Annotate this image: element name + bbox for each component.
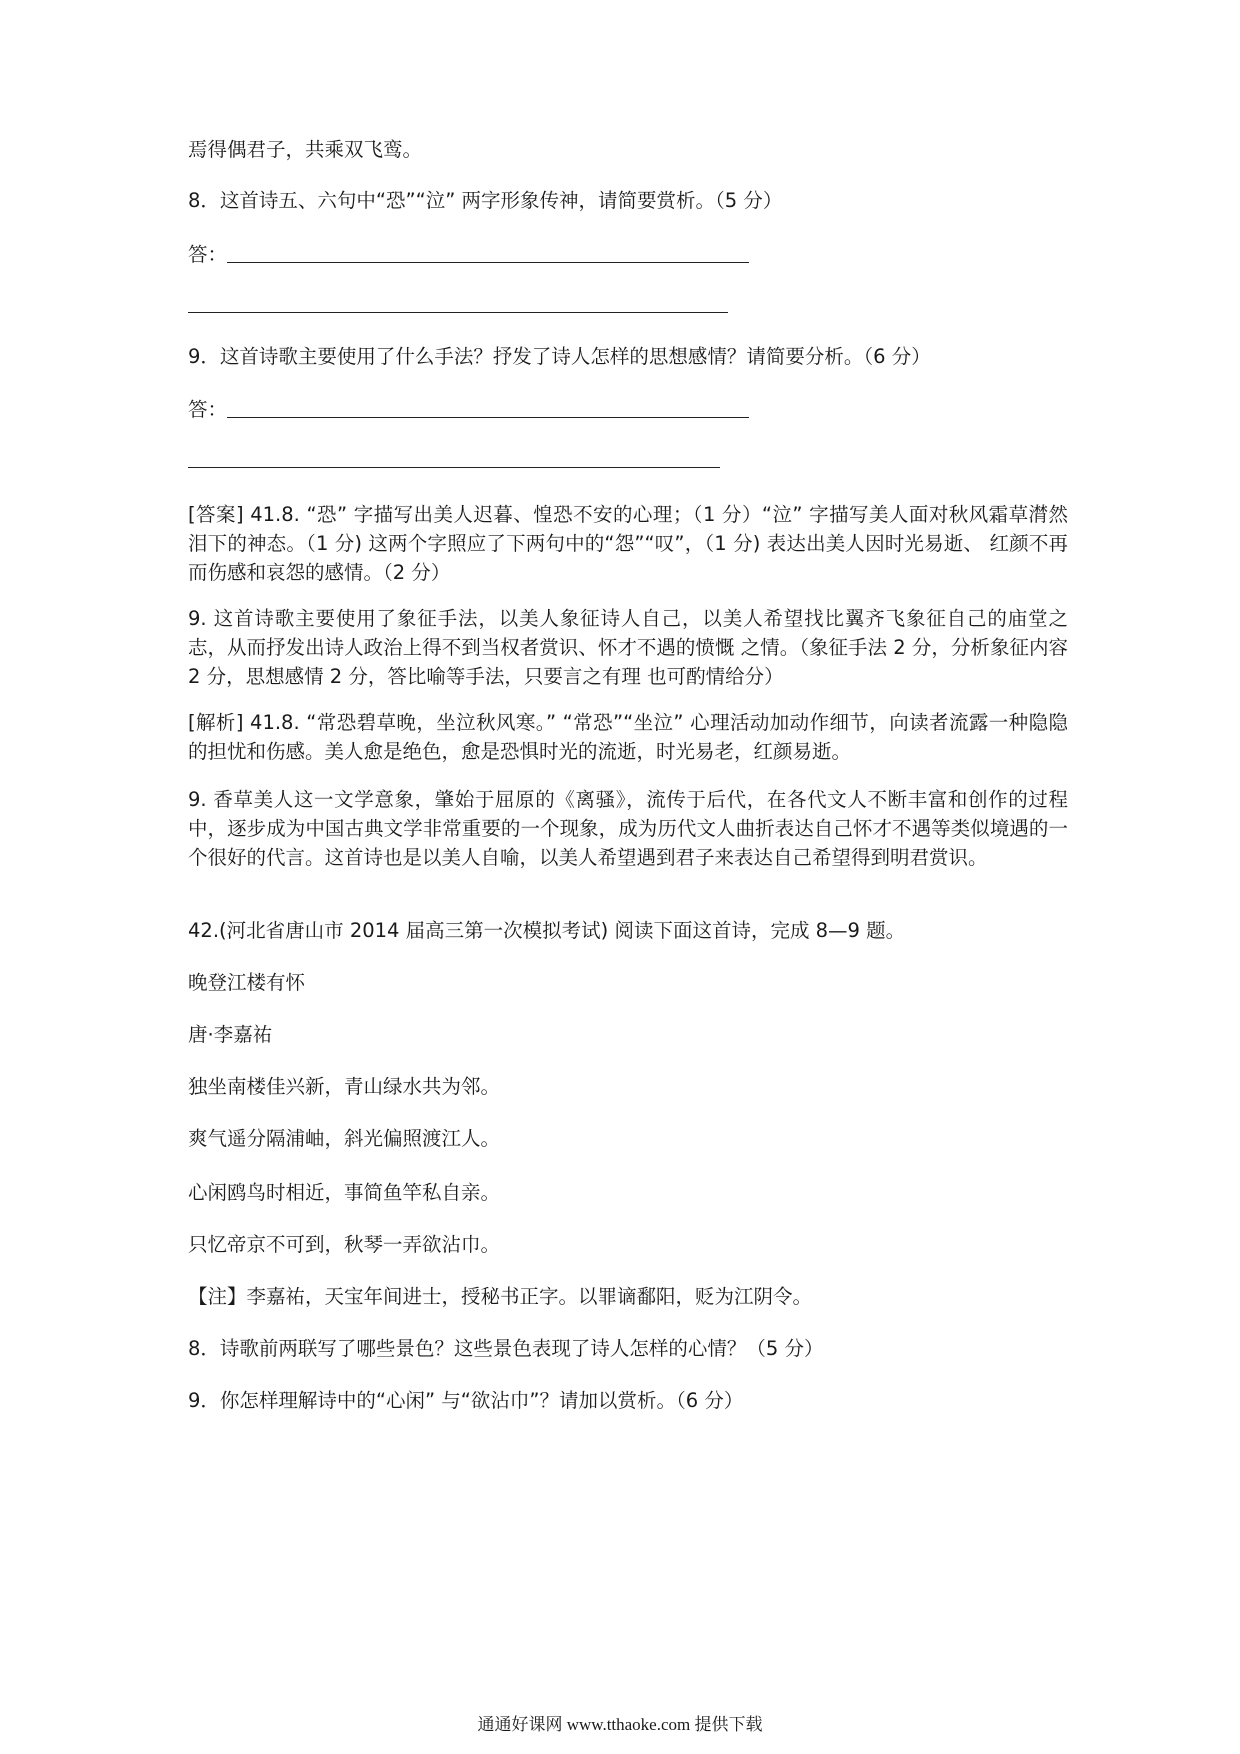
answer-row-9 [188,396,749,423]
answer-blank [227,261,749,263]
answer-block: [答案] 41.8. “恐” 字描写出美人迟暮、惶恐不安的心理；（1 分）“泣” 字描写美人面对秋风霜草潸然 泪下的神态。（1 分) 这两个字照应了下两句中的“怨”“叹”，（1 分) 表达出美人因时光易逝、 红颜不再而伤感和哀怨的感情。（2 分） [188,503,1068,584]
poem-author: 唐·李嘉祐 [188,1023,273,1046]
poem-title: 晚登江楼有怀 [188,971,306,994]
poem-line: 心闲鸥鸟时相近，事简鱼竿私自亲。 [188,1181,501,1204]
answer-blank [227,416,749,418]
poem-line: 独坐南楼佳兴新，青山绿水共为邻。 [188,1075,501,1098]
question-42-intro: 42.(河北省唐山市 2014 届高三第一次模拟考试) 阅读下面这首诗，完成 8—9 题。 [188,919,906,942]
poem-note: 【注】李嘉祐，天宝年间进士，授秘书正字。以罪谪鄱阳，贬为江阴令。 [188,1285,813,1308]
answer-9-block: 9. 这首诗歌主要使用了象征手法，以美人象征诗人自己，以美人希望找比翼齐飞象征自己的庙堂之志，从而抒发出诗人政治上得不到当权者赏识、怀才不遇的愤慨 之情。（象征手法 2 分，分析象征内容 2 分，思想感情 2 分，答比喻等手法，只要言之有理 也可酌情给分） [188,607,1068,688]
answer-label: 答： [188,243,228,266]
answer-blank [188,466,720,468]
analysis-9-block: 9. 香草美人这一文学意象，肇始于屈原的《离骚》，流传于后代，在各代文人不断丰富和创作的过程中，逐步成为中国古典文学非常重要的一个现象，成为历代文人曲折表达自己怀才不遇等类似境遇的一个很好的代言。这首诗也是以美人自喻，以美人希望遇到君子来表达自己希望得到明君赏识。 [188,788,1068,869]
poem-line: 只忆帝京不可到，秋琴一弄欲沾巾。 [188,1233,501,1256]
poem-line: 爽气遥分隔浦岫，斜光偏照渡江人。 [188,1127,501,1150]
footer: 通通好课网 www.tthaoke.com 提供下载 [477,1715,763,1734]
answer-row-8 [188,241,749,268]
answer-blank [188,311,728,313]
question-8: 8．这首诗五、六句中“恐”“泣” 两字形象传神，请简要赏析。（5 分） [188,189,783,212]
analysis-block: [解析] 41.8. “常恐碧草晚，坐泣秋风寒。” “常恐”“坐泣” 心理活动加动作细节，向读者流露一种隐隐的担忧和伤感。美人愈是绝色，愈是恐惧时光的流逝，时光易老，红颜易逝。 [188,711,1068,763]
answer-label: 答： [188,398,228,421]
poem-last-line: 焉得偶君子，共乘双飞鸾。 [188,138,423,161]
question-9-b: 9．你怎样理解诗中的“心闲” 与“欲沾巾”？请加以赏析。（6 分） [188,1389,744,1412]
question-8-b: 8．诗歌前两联写了哪些景色？这些景色表现了诗人怎样的心情？（5 分） [188,1337,824,1360]
question-9: 9．这首诗歌主要使用了什么手法？抒发了诗人怎样的思想感情？请简要分析。（6 分） [188,345,931,368]
